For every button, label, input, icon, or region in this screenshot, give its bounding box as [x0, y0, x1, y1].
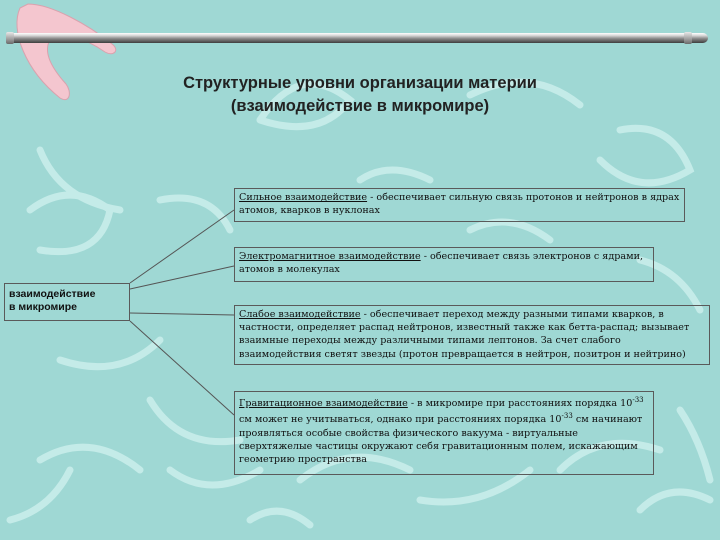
grav-interaction-text-c: см начинают проявляться особые свойства физического вакуума - виртуальные сверхтяжелые частицы окружают себя гравитационным полем, искажающим геометрию пространства: [239, 414, 643, 466]
strong-interaction-term: Сильное взаимодействие: [239, 192, 368, 203]
micro-interaction-label: [4, 283, 130, 321]
title-line-1: Структурные уровни организации материи: [183, 74, 537, 92]
grav-exponent-b: -33: [561, 412, 573, 421]
em-interaction-text: - обеспечивает связь электронов с ядрами, атомов в молекулах: [239, 251, 644, 276]
weak-interaction-term: Слабое взаимодействие: [239, 309, 361, 320]
em-interaction-term: Электромагнитное взаимодействие: [239, 251, 421, 262]
label-line-1: взаимодействие: [9, 288, 96, 300]
weak-interaction-text: - обеспечивает переход между разными типами кварков, в частности, определяет распад нейтронов, известный также как бетта-распад; вызывает взаимные переходы между различными типами лептонов. За счет слабого взаимодействия светят звезды (протон превращается в нейтрон, позитрон и нейтрино): [239, 309, 690, 360]
grav-interaction-box: [234, 391, 654, 475]
grav-interaction-text-b: см может не учитываться, однако при расстояниях порядка 10: [239, 414, 562, 426]
title-line-2: (взаимодействие в микромире): [230, 97, 490, 115]
grav-interaction-term: Гравитационное взаимодействие: [239, 398, 408, 410]
strong-interaction-text: - обеспечивает сильную связь протонов и нейтронов в ядрах атомов, кварков в нуклонах: [239, 192, 680, 217]
grav-interaction-text-a: - в микромире при расстояниях порядка 10: [407, 398, 633, 410]
connector-weak: [130, 313, 234, 315]
connector-grav: [130, 321, 234, 415]
connector-em: [130, 266, 234, 289]
strong-interaction-box: [234, 188, 685, 222]
weak-interaction-box: [234, 305, 710, 365]
em-interaction-box: [234, 247, 654, 282]
connector-strong: [130, 210, 234, 283]
grav-exponent-a: -33: [632, 396, 644, 404]
label-line-2: в микромире: [9, 301, 78, 313]
